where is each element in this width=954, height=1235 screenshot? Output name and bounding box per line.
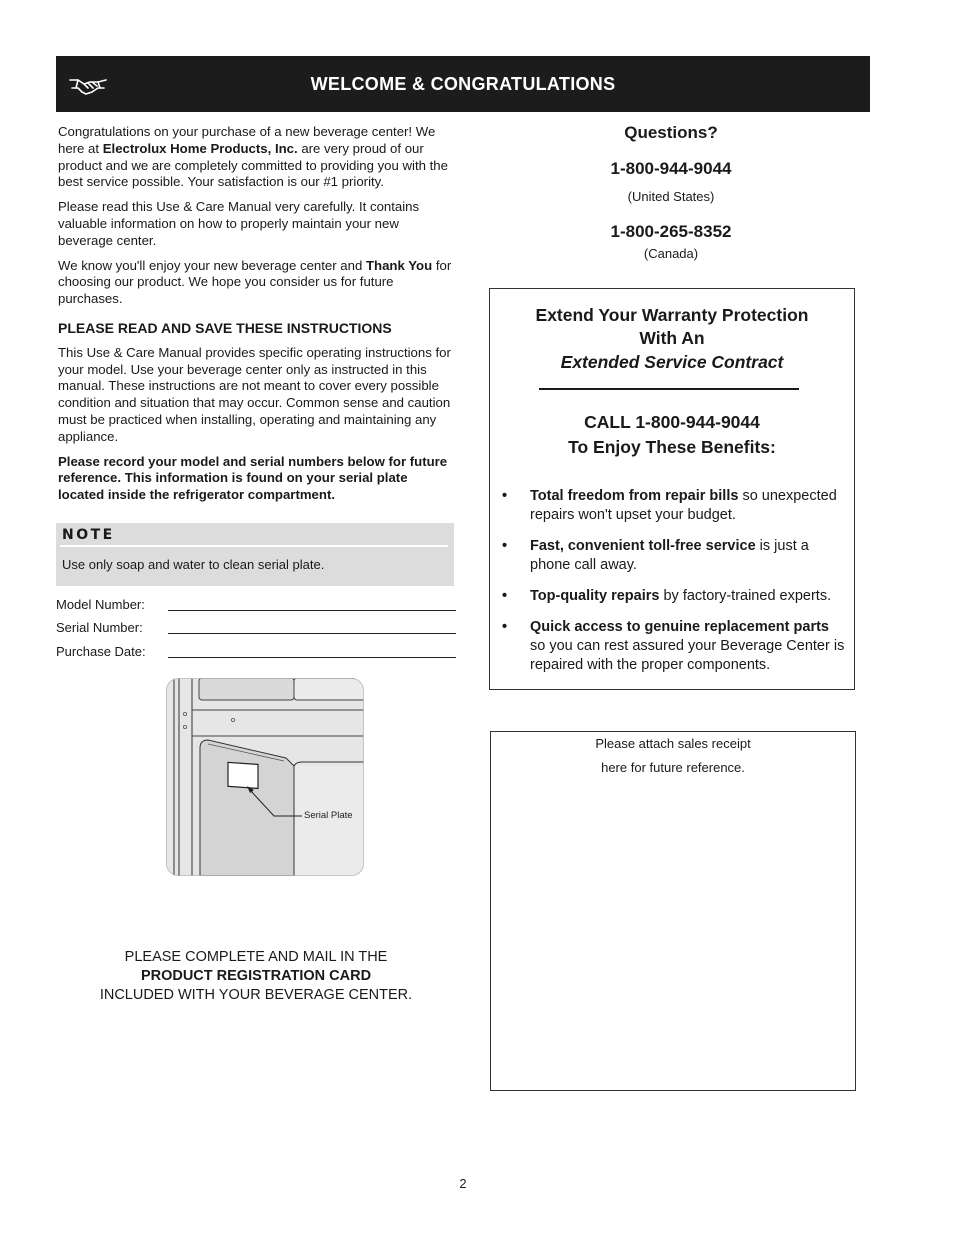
warranty-divider — [539, 388, 799, 390]
purchase-date-line — [168, 657, 456, 658]
bullet-marker: • — [502, 588, 508, 604]
warranty-call: CALL 1-800-944-9044 — [584, 412, 760, 432]
receipt-line-1: Please attach sales receipt — [595, 736, 751, 751]
serial-plate-diagram — [166, 678, 366, 878]
warranty-line-3: Extended Service Contract — [560, 352, 784, 372]
serial-number-field[interactable] — [56, 620, 456, 638]
warranty-enjoy: To Enjoy These Benefits: — [568, 437, 776, 457]
benefit-item: • Top-quality repairs by factory-trained experts. — [502, 588, 832, 604]
intro-paragraph-3: We know you'll enjoy your new beverage center and Thank You for choosing our product. We hope you consider us for future purchases. — [58, 257, 452, 307]
mail-line-2: PRODUCT REGISTRATION CARD — [140, 968, 372, 984]
intro-paragraph-1: Congratulations on your purchase of a new beverage center! We here at Electrolux Home Products, Inc. are very proud of our product and we are completely committed to providing you with the best service possible. Your satisfaction is our #1 priority. — [58, 124, 448, 190]
purchase-date-label: Purchase Date: — [56, 644, 146, 659]
bullet-marker: • — [502, 619, 508, 635]
country-canada: (Canada) — [643, 246, 699, 261]
instructions-heading: PLEASE READ AND SAVE THESE INSTRUCTIONS — [58, 319, 392, 336]
intro-text — [58, 124, 456, 512]
warranty-line-2: With An — [639, 328, 705, 348]
receipt-attach-box — [490, 731, 856, 1091]
model-number-field[interactable] — [56, 597, 456, 615]
purchase-date-field[interactable] — [56, 644, 456, 662]
note-divider — [60, 545, 448, 547]
warranty-box — [489, 288, 855, 690]
benefit-item: • Fast, convenient toll-free service is just a phone call away. — [502, 538, 809, 573]
bullet-marker: • — [502, 488, 508, 504]
registration-card-notice — [56, 948, 456, 1005]
intro-paragraph-2: Please read this Use & Care Manual very carefully. It contains valuable information on how to properly maintain your new beverage center. — [58, 199, 420, 248]
note-box — [56, 523, 454, 586]
model-number-line — [168, 610, 456, 611]
benefit-item: • Total freedom from repair bills so unexpected repairs won't upset your budget. — [502, 488, 837, 523]
receipt-line-2: here for future reference. — [601, 760, 745, 775]
mail-line-3: INCLUDED WITH YOUR BEVERAGE CENTER. — [99, 987, 413, 1003]
model-number-label: Model Number: — [56, 597, 145, 612]
phone-us[interactable]: 1-800-944-9044 — [610, 159, 732, 178]
note-label: NOTE — [62, 527, 115, 543]
serial-plate-callout: Serial Plate — [304, 810, 353, 821]
mail-line-1: PLEASE COMPLETE AND MAIL IN THE — [124, 949, 388, 965]
record-note: Please record your model and serial numbers below for future reference. This information is found on your serial plate located inside the refrigerator compartment. — [58, 453, 448, 503]
warranty-line-1: Extend Your Warranty Protection — [535, 305, 809, 325]
country-us: (United States) — [627, 189, 715, 204]
note-text: Use only soap and water to clean serial plate. — [62, 557, 325, 572]
section-header — [56, 56, 870, 112]
serial-number-line — [168, 633, 456, 634]
benefit-item: • Quick access to genuine replacement parts so you can rest assured your Beverage Center is repaired with the proper components. — [502, 619, 845, 673]
instructions-body: This Use & Care Manual provides specific operating instructions for your model. Use your beverage center only as instructed in this manual. These instructions are not meant to cover every possible condition and situation that may occur. Common sense and caution must be practiced when installing, operating and maintaining any appliance. — [58, 344, 451, 444]
page-title: WELCOME & CONGRATULATIONS — [310, 74, 616, 94]
bullet-marker: • — [502, 538, 508, 554]
page-number: 2 — [459, 1176, 467, 1191]
questions-heading: Questions? — [624, 123, 718, 142]
phone-canada[interactable]: 1-800-265-8352 — [610, 222, 732, 241]
serial-number-label: Serial Number: — [56, 620, 143, 635]
